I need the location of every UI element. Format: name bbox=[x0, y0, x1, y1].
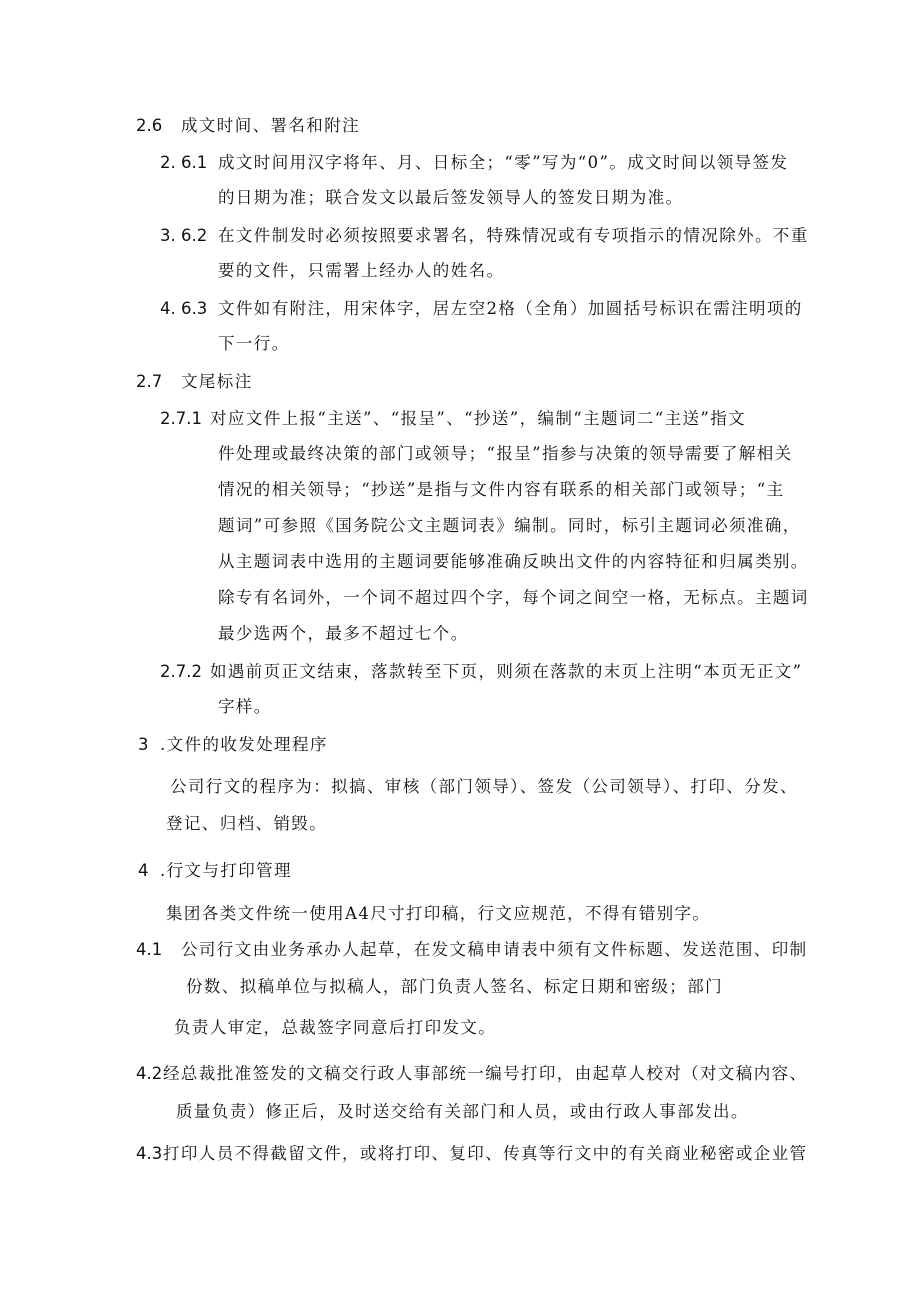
clause-number: 2. 6.1 bbox=[160, 153, 208, 172]
clause-text: 文件如有附注，用宋体字，居左空2格（全角）加圆括号标识在需注明项的 bbox=[218, 299, 803, 318]
clause-text: 字样。 bbox=[218, 697, 272, 716]
clause-text: 题词”可参照《国务院公文主题词表》编制。同时，标引主题词必须准确， bbox=[218, 516, 801, 535]
clause-text: 除专有名词外，一个词不超过四个字，每个词之间空一格，无标点。主题词 bbox=[218, 588, 809, 607]
clause-text: 如遇前页正文结束，落款转至下页，则须在落款的末页上注明“本页无正文” bbox=[210, 662, 803, 681]
clause-number: 2.7.1 bbox=[160, 409, 202, 428]
section-number: 4 bbox=[138, 861, 149, 880]
clause-text: 负责人审定，总裁签字同意后打印发文。 bbox=[174, 1018, 497, 1037]
clause-text: 下一行。 bbox=[218, 334, 290, 353]
clause-number: 3. 6.2 bbox=[160, 226, 208, 245]
clause-text: 打印人员不得截留文件，或将打印、复印、传真等行文中的有关商业秘密或企业管 bbox=[163, 1144, 808, 1163]
clause-text: 经总裁批准签发的文稿交行政人事部统一编号打印，由起草人校对（对文稿内容、 bbox=[163, 1064, 808, 1083]
clause-text: 件处理或最终决策的部门或领导；“报呈”指参与决策的领导需要了解相关 bbox=[218, 444, 793, 463]
section-title: 成文时间、署名和附注 bbox=[181, 116, 360, 135]
section-number: 2.7 bbox=[136, 372, 163, 391]
clause-text: 从主题词表中选用的主题词要能够准确反映出文件的内容特征和归属类别。 bbox=[218, 552, 809, 571]
clause-text: 要的文件，只需署上经办人的姓名。 bbox=[218, 261, 505, 280]
section-number: 2.6 bbox=[136, 116, 163, 135]
clause-text: 份数、拟稿单位与拟稿人，部门负责人签名、标定日期和密级；部门 bbox=[186, 977, 723, 996]
section-title: 文尾标注 bbox=[181, 372, 253, 391]
clause-number: 4. 6.3 bbox=[160, 299, 208, 318]
clause-text: 成文时间用汉字将年、月、日标全；“零”写为“0”。成文时间以领导签发 bbox=[218, 153, 789, 172]
clause-text: 对应文件上报“主送”、“报呈”、“抄送”，编制“主题词二“主送”指文 bbox=[210, 409, 747, 428]
clause-text: 最少选两个，最多不超过七个。 bbox=[218, 624, 469, 643]
paragraph-text: 登记、归档、销毁。 bbox=[166, 814, 328, 833]
paragraph-text: 集团各类文件统一使用A4尺寸打印稿，行文应规范，不得有错别字。 bbox=[166, 904, 711, 923]
clause-text: 情况的相关领导；“抄送”是指与文件内容有联系的相关部门或领导；“主 bbox=[218, 480, 785, 499]
clause-text: 质量负责）修正后，及时送交给有关部门和人员，或由行政人事部发出。 bbox=[176, 1102, 749, 1121]
clause-number: 2.7.2 bbox=[160, 662, 202, 681]
paragraph-text: 公司行文的程序为：拟搞、审核（部门领导）、签发（公司领导）、打印、分发、 bbox=[170, 777, 798, 796]
clause-text: 的日期为准；联合发文以最后签发领导人的签发日期为准。 bbox=[218, 188, 684, 207]
clause-text: 在文件制发时必须按照要求署名，特殊情况或有专项指示的情况除外。不重 bbox=[218, 226, 809, 245]
clause-text: 公司行文由业务承办人起草，在发文稿申请表中须有文件标题、发送范围、印制 bbox=[181, 940, 808, 959]
section-title: .行文与打印管理 bbox=[160, 861, 292, 880]
clause-number: 4.2 bbox=[136, 1064, 163, 1083]
clause-number: 4.3 bbox=[136, 1144, 163, 1163]
section-title: .文件的收发处理程序 bbox=[160, 735, 328, 754]
section-number: 3 bbox=[138, 735, 149, 754]
clause-number: 4.1 bbox=[136, 940, 163, 959]
